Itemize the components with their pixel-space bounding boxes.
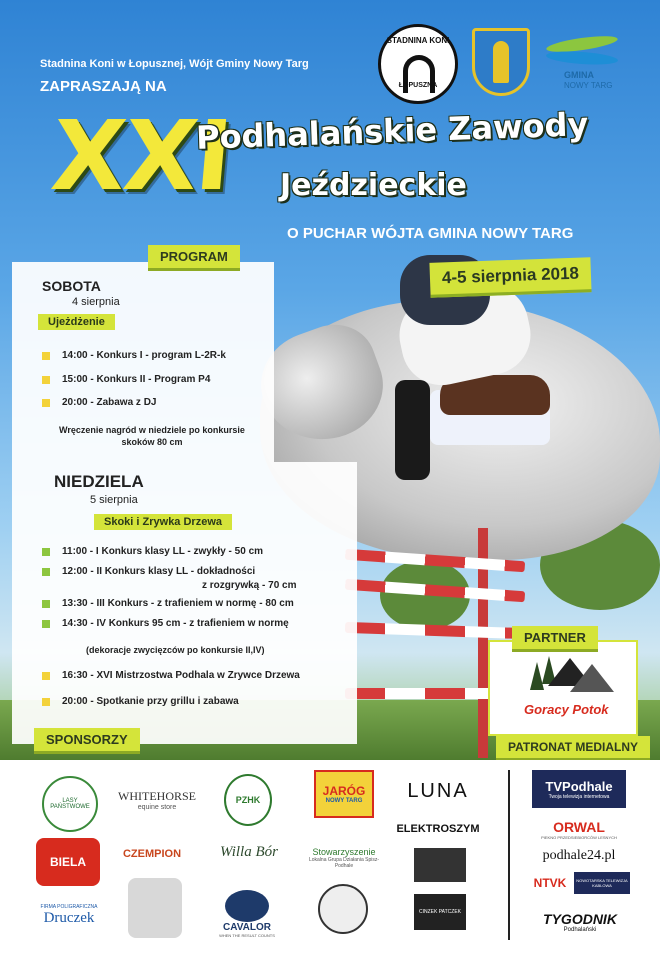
sponsor-folk-logo [318, 884, 368, 934]
horse-head-icon [225, 890, 269, 922]
gmina-nowy-targ-logo [546, 30, 618, 100]
sponsor-jarog-logo [314, 770, 374, 818]
media-name: ORWAL [553, 818, 605, 835]
sponsor-luna-logo [398, 778, 478, 804]
event-title-line-2: Jeździeckie [280, 168, 467, 203]
media-sub: NOWOTARSKA TELEWIZJA KABLOWA [576, 878, 628, 888]
sponsor-lasy-panstwowe-logo [42, 776, 98, 832]
item-text: 16:30 - XVI Mistrzostwa Podhala w Zrywce Drzewa [62, 670, 300, 681]
crest-figure-icon [493, 41, 509, 83]
sunday-note: (dekoracje zwycięzców po konkursie II,IV) [86, 645, 265, 655]
sunday-item [42, 546, 263, 557]
item-text: 12:00 - II Konkurs klasy LL - dokładności [62, 566, 256, 577]
media-podhale24-logo [532, 846, 626, 866]
partner-name: Goracy Potok [524, 702, 609, 717]
sponsor-druczek-logo [26, 898, 112, 932]
bullet-icon [42, 698, 50, 706]
item-text: 20:00 - Spotkanie przy grillu i zabawa [62, 696, 239, 707]
sponsor-biela-logo [36, 838, 100, 886]
partner-logo-box [488, 640, 638, 736]
sponsor-cinzek-logo [414, 894, 466, 930]
logo-subtext: ŁOPUSZNA [398, 82, 438, 89]
item-text: 13:30 - III Konkurs - z trafieniem w normę - 80 cm [62, 598, 294, 609]
sponsor-sub: Druczek [43, 909, 95, 926]
event-dates: 4-5 sierpnia 2018 [429, 257, 591, 298]
media-orwal-logo [532, 814, 626, 844]
media-name: TYGODNIK [543, 911, 617, 927]
sponsor-name: BIELA [50, 855, 86, 869]
bullet-icon [42, 548, 50, 556]
media-sub: Podhalański [563, 927, 597, 933]
media-ntvk-logo [530, 872, 570, 894]
sponsor-name: PZHK [235, 795, 261, 805]
saturday-discipline: Ujeżdżenie [38, 314, 115, 330]
saturday-heading: SOBOTA [42, 278, 101, 294]
sponsor-name: CAVALOR [223, 922, 271, 933]
media-tygodnik-logo [532, 908, 628, 936]
sponsor-crest-logo [128, 878, 182, 938]
logo-text: STADNINA KONI [386, 36, 450, 45]
saturday-note [42, 424, 262, 448]
jump-pole [345, 622, 525, 639]
sponsor-name: JARÓG [322, 784, 366, 798]
sponsors-label: SPONSORZY [34, 728, 140, 754]
bullet-icon [42, 600, 50, 608]
sponsor-name: CZEMPION [122, 848, 182, 860]
sponsor-name: ELEKTROSZYM [396, 823, 480, 835]
sponsor-sub: NOWY TARG [325, 798, 363, 804]
bullet-icon [42, 672, 50, 680]
sponsor-sub: equine store [137, 804, 177, 811]
media-patronage-label: PATRONAT MEDIALNY [496, 736, 650, 761]
jump-pole [345, 688, 495, 699]
gmina-label: GMINA [564, 70, 594, 80]
nowy-targ-crest-logo [472, 28, 530, 96]
item-text: 20:00 - Zabawa z DJ [62, 397, 157, 408]
saturday-item [42, 374, 210, 385]
item-text: 14:00 - Konkurs I - program L-2R-k [62, 350, 226, 361]
media-name: TVPodhale [545, 778, 613, 794]
sponsor-name: Willa Bór [220, 843, 278, 860]
stadnina-koni-logo [378, 24, 458, 104]
sponsor-czempion-logo [116, 832, 188, 876]
gmina-sublabel: NOWY TARG [564, 81, 613, 90]
sunday-item [42, 670, 300, 681]
sponsor-elektroszym-logo [388, 820, 488, 838]
invite-line-1: Stadnina Koni w Łopusznej, Wójt Gminy Nowy Targ [40, 58, 309, 70]
media-name: podhale24.pl [542, 848, 616, 863]
wave-icon [546, 50, 619, 67]
saturday-item [42, 397, 156, 408]
bullet-icon [42, 376, 50, 384]
media-sub: Twoja telewizja internetowa [548, 793, 610, 800]
partner-label: PARTNER [512, 626, 598, 652]
sunday-discipline: Skoki i Zrywka Drzewa [94, 514, 232, 530]
item-text: 14:30 - IV Konkurs 95 cm - z trafieniem w normę [62, 618, 289, 629]
sponsor-name: Stowarzyszenie [312, 847, 376, 857]
bullet-icon [42, 568, 50, 576]
invite-line-2: ZAPRASZAJĄ NA [40, 78, 167, 95]
sponsor-pzhk-logo [224, 774, 272, 826]
sponsor-name: LASY PAŃSTWOWE [50, 798, 90, 810]
note-line: Wręczenie nagród w niedziele po konkursie [59, 425, 245, 435]
rider-boot [395, 380, 430, 480]
sponsor-whitehorse-logo [112, 776, 202, 824]
sunday-item-continuation: z rozgrywką - 70 cm [202, 580, 297, 591]
note-line: skoków 80 cm [121, 437, 183, 447]
sponsor-name: LUNA [407, 779, 469, 802]
edition-roman-numeral: XXI [47, 100, 235, 212]
sponsor-stowarzyszenie-logo [306, 838, 382, 878]
sponsor-name: WHITEHORSE [118, 789, 196, 803]
saturday-item [42, 350, 226, 361]
sponsor-name: CINZEK PATCZEK [418, 909, 462, 915]
mountain-icon [570, 664, 614, 692]
event-subtitle: O PUCHAR WÓJTA GMINA NOWY TARG [287, 225, 574, 242]
sponsor-photo-logo [414, 848, 466, 882]
sponsors-divider [508, 770, 510, 940]
sunday-heading: NIEDZIELA [54, 472, 144, 491]
media-name: NTVK [533, 876, 567, 890]
sponsor-cavalor-logo [212, 886, 282, 942]
program-label: PROGRAM [148, 245, 240, 271]
event-title-line-1: Podhalańskie Zawody [195, 105, 589, 157]
sunday-item [42, 598, 294, 609]
media-tvpodhale-logo [532, 770, 626, 808]
sponsor-willa-bor-logo [204, 838, 294, 866]
bullet-icon [42, 620, 50, 628]
item-text: 15:00 - Konkurs II - Program P4 [62, 374, 211, 385]
bullet-icon [42, 352, 50, 360]
sponsor-sub: WHEN THE RESULT COUNTS [219, 933, 275, 938]
bullet-icon [42, 399, 50, 407]
sunday-date: 5 sierpnia [90, 494, 138, 506]
saturday-date: 4 sierpnia [72, 296, 120, 308]
item-text: 11:00 - I Konkurs klasy LL - zwykły - 50 cm [62, 546, 264, 557]
sunday-item [42, 618, 289, 629]
sunday-item [42, 696, 239, 707]
sponsor-name: FIRMA POLIGRAFICZNA [40, 903, 98, 910]
sunday-item [42, 566, 255, 577]
sponsor-sub: Lokalna Grupa Działania Spisz-Podhale [308, 857, 380, 869]
media-sub: PIEKNO PRZEDSIEBIORCÓW LESNYCH [541, 834, 617, 840]
media-ntvk-caption [574, 872, 630, 894]
